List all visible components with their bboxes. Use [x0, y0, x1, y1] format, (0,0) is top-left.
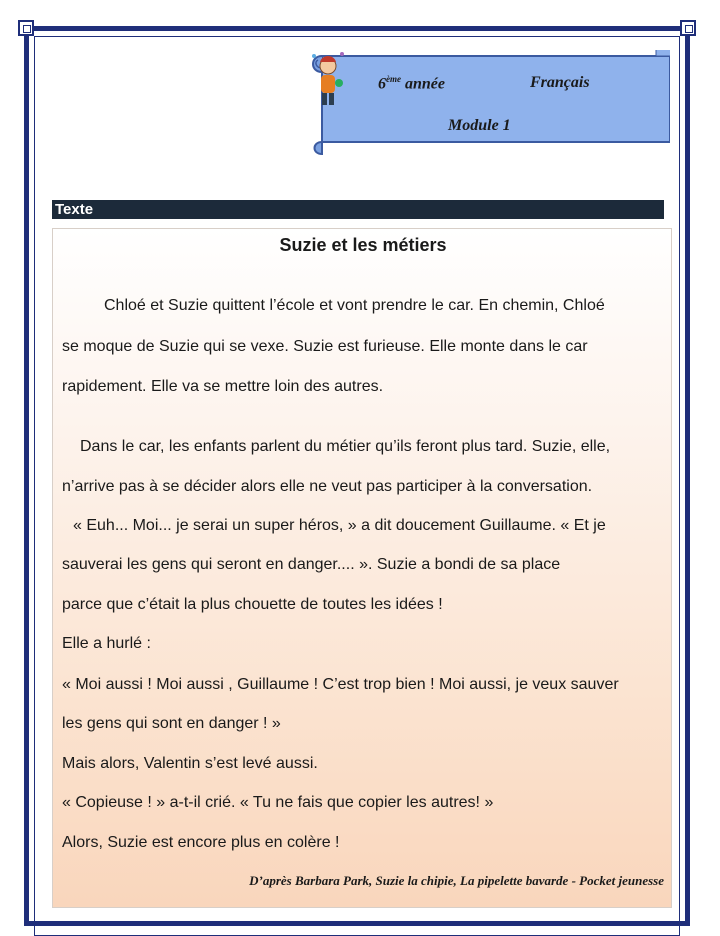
story-line: n’arrive pas à se décider alors elle ne veut pas participer à la conversation.	[62, 478, 593, 495]
section-heading: Texte	[52, 200, 664, 219]
story-line: parce que c’était la plus chouette de toutes les idées !	[62, 596, 443, 613]
grade-label	[378, 74, 445, 93]
story-line: Chloé et Suzie quittent l’école et vont prendre le car. En chemin, Chloé	[104, 297, 605, 314]
corner-ornament-top-right	[680, 20, 696, 36]
grade-suffix: ème	[386, 74, 401, 84]
subject-label: Français	[530, 74, 590, 91]
story-line: Dans le car, les enfants parlent du métier qu’ils feront plus tard. Suzie, elle,	[80, 438, 611, 455]
story-line: « Copieuse ! » a-t-il crié. « Tu ne fais que copier les autres! »	[62, 794, 494, 811]
story-line: se moque de Suzie qui se vexe. Suzie est furieuse. Elle monte dans le car	[62, 338, 588, 355]
story-line: Mais alors, Valentin s’est levé aussi.	[62, 755, 318, 772]
header-banner	[308, 50, 670, 158]
story-text-box	[52, 228, 672, 908]
grade-number: 6	[378, 75, 386, 93]
source-credit: D’après Barbara Park, Suzie la chipie, La pipelette bavarde - Pocket jeunesse	[249, 873, 664, 888]
child-figure-icon	[308, 50, 348, 120]
story-line: Elle a hurlé :	[62, 635, 151, 652]
scroll-banner-icon	[308, 50, 670, 158]
story-line: sauverai les gens qui seront en danger.... ». Suzie a bondi de sa place	[62, 556, 561, 573]
story-line: rapidement. Elle va se mettre loin des autres.	[62, 378, 384, 395]
grade-word: année	[405, 75, 445, 93]
module-label: Module 1	[448, 117, 511, 134]
story-line: Alors, Suzie est encore plus en colère !	[62, 834, 340, 851]
corner-ornament-top-left	[18, 20, 34, 36]
story-title: Suzie et les métiers	[279, 235, 447, 255]
story-line: « Moi aussi ! Moi aussi , Guillaume ! C’est trop bien ! Moi aussi, je veux sauver	[62, 676, 619, 693]
story-line: les gens qui sont en danger ! »	[62, 715, 281, 732]
story-line: « Euh... Moi... je serai un super héros, » a dit doucement Guillaume. « Et je	[73, 517, 606, 534]
